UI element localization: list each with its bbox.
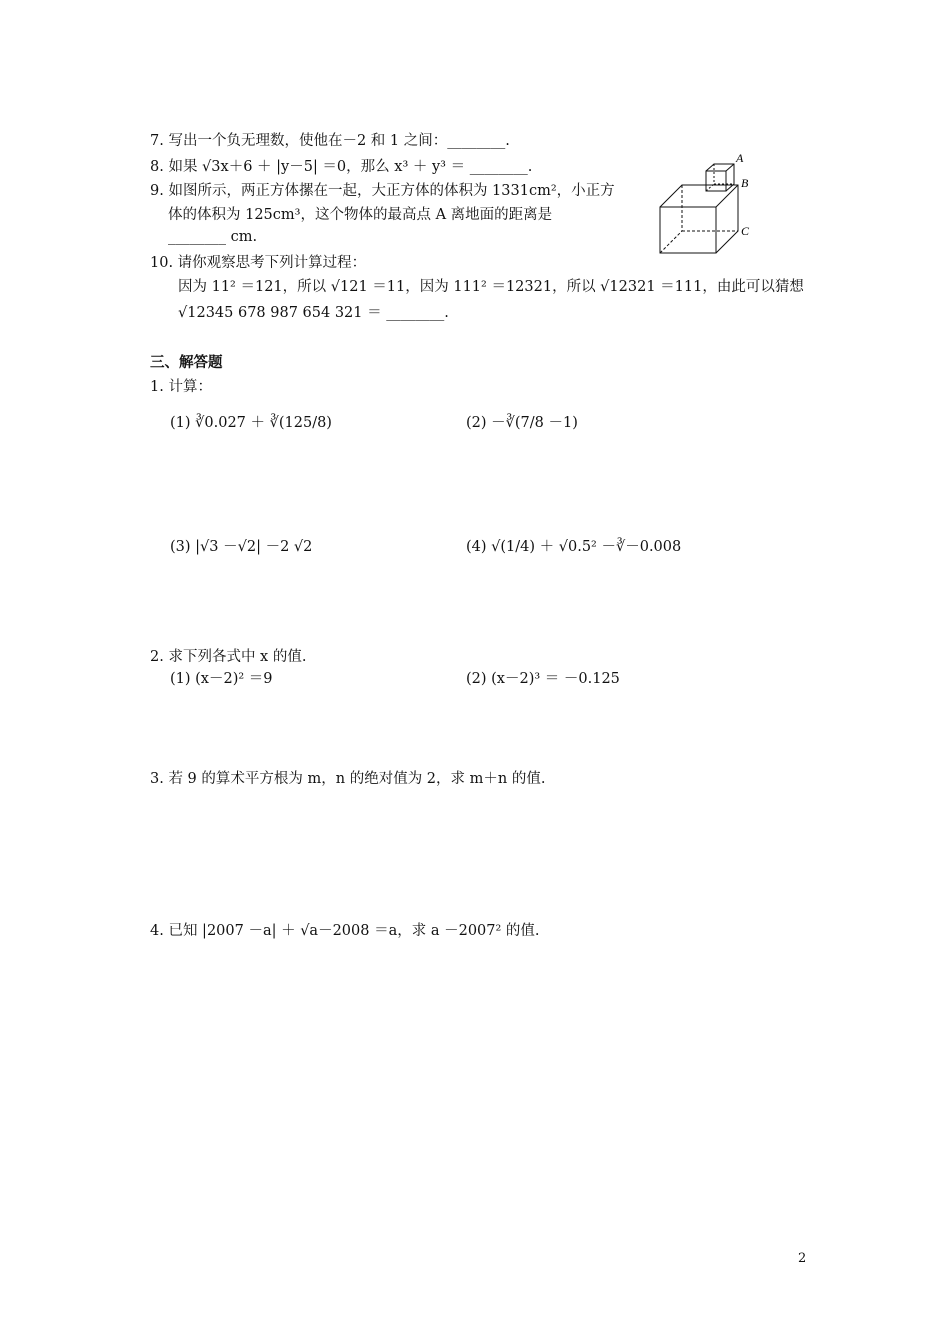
question-9-line-1: 9. 如图所示，两正方体摞在一起，大正方体的体积为 1331cm²，小正方	[150, 183, 615, 199]
label-c: C	[741, 224, 750, 238]
label-a: A	[736, 151, 744, 165]
question-10-line-2: 因为 11² ＝121，所以 √121 ＝11，因为 111² ＝12321，所以 √12321 ＝111，由此可以猜想	[178, 279, 804, 295]
problem-4: 4. 已知 |2007 －a| ＋ √a－2008 ＝a，求 a －2007² 的值.	[150, 923, 540, 939]
stacked-cubes-svg	[652, 150, 762, 260]
problem-1-part-1: (1) ∛0.027 ＋ ∛(125/8)	[170, 415, 332, 431]
problem-2-part-2: (2) (x－2)³ ＝ －0.125	[466, 671, 620, 687]
problem-1-part-4: (4) √(1/4) ＋ √0.5² －∛－0.008	[466, 539, 682, 555]
question-9-line-2: 体的体积为 125cm³，这个物体的最高点 A 离地面的距离是	[168, 207, 553, 223]
problem-1-title: 1. 计算：	[150, 379, 212, 395]
large-cube-front	[660, 207, 716, 253]
problem-2-title: 2. 求下列各式中 x 的值.	[150, 649, 307, 665]
question-8: 8. 如果 √3x＋6 ＋ |y－5| ＝0，那么 x³ ＋ y³ ＝ ________.	[150, 159, 533, 175]
problem-1-part-3: (3) |√3 －√2| －2 √2	[170, 539, 313, 555]
question-7: 7. 写出一个负无理数，使他在－2 和 1 之间：________.	[150, 133, 510, 149]
problem-3: 3. 若 9 的算术平方根为 m，n 的绝对值为 2，求 m＋n 的值.	[150, 771, 546, 787]
problem-2-part-1: (1) (x－2)² ＝9	[170, 671, 273, 687]
page-number: 2	[798, 1251, 807, 1266]
question-10-line-3: √12345 678 987 654 321 ＝ ________.	[178, 305, 449, 321]
label-b: B	[741, 176, 749, 190]
large-cube-top-side	[660, 185, 738, 253]
question-9-line-3: ________ cm.	[168, 229, 258, 245]
question-10-line-1: 10. 请你观察思考下列计算过程：	[150, 255, 367, 271]
problem-1-part-2: (2) －∛(7/8 －1)	[466, 415, 578, 431]
stacked-cubes-figure	[652, 150, 762, 260]
section-3-heading: 三、解答题	[150, 355, 223, 371]
